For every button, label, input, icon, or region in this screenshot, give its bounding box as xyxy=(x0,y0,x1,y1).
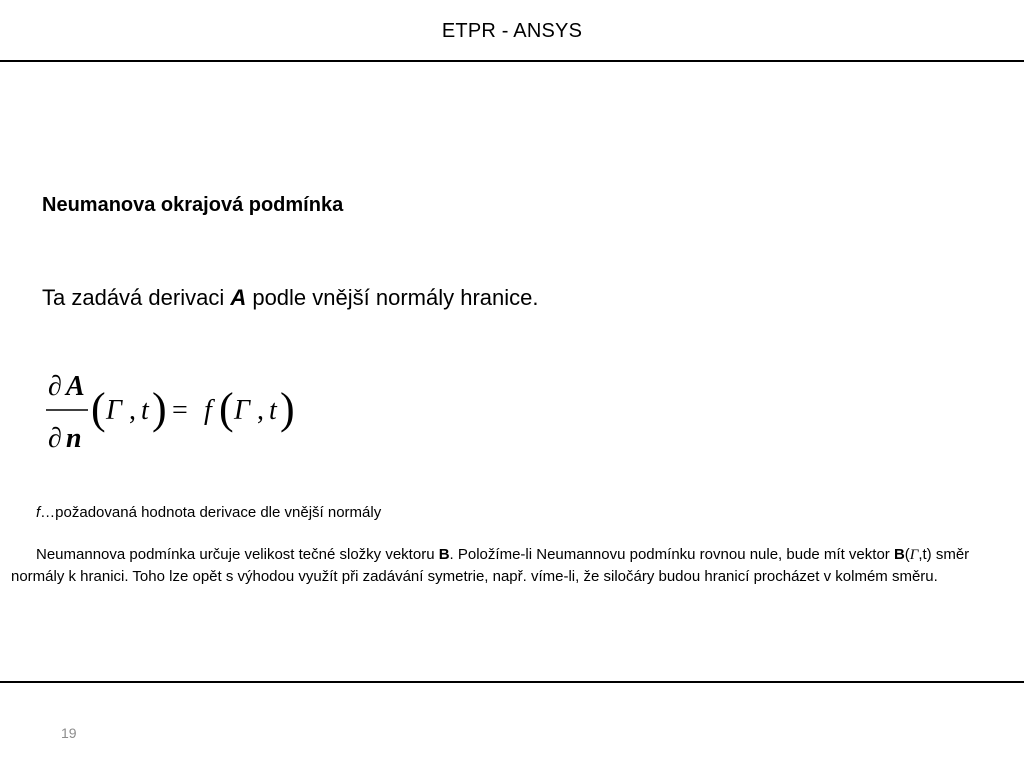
header-title: ETPR - ANSYS xyxy=(441,20,583,42)
lead-symbol-a: A xyxy=(230,285,247,310)
paragraph-gamma: Γ xyxy=(909,547,919,563)
denominator-partial: ∂ xyxy=(48,423,62,454)
comma-2: , xyxy=(257,395,264,426)
lparen-1: ( xyxy=(91,384,106,433)
rparen-2: ) xyxy=(280,384,295,433)
gamma-1: Γ xyxy=(106,395,122,426)
definition-symbol: f xyxy=(36,504,41,521)
lead-text-after: podle vnější normály hranice. xyxy=(246,285,539,310)
gamma-2: Γ xyxy=(234,395,250,426)
lead-text-before: Ta zadává derivaci xyxy=(42,285,231,310)
slide-heading: Neumanova okrajová podmínka xyxy=(42,194,344,216)
page-number: 19 xyxy=(61,725,77,741)
numerator-var: A xyxy=(66,371,85,402)
definition-text: …požadovaná hodnota derivace dle vnější normály xyxy=(40,504,382,521)
explanation-paragraph xyxy=(11,544,1016,587)
lparen-2: ( xyxy=(219,384,234,433)
numerator-partial: ∂ xyxy=(48,371,62,402)
footer-divider xyxy=(0,681,1024,683)
function-f: f xyxy=(204,395,212,426)
rparen-1: ) xyxy=(152,384,167,433)
comma-1: , xyxy=(129,395,136,426)
header-divider xyxy=(0,60,1024,62)
denominator-var: n xyxy=(66,423,82,454)
lead-sentence xyxy=(42,285,538,311)
neumann-equation xyxy=(44,368,314,458)
paragraph-part1: Neumannova podmínka určuje velikost tečné složky vektoru xyxy=(36,546,439,563)
t-2: t xyxy=(269,395,277,426)
paragraph-open-paren: ( xyxy=(904,546,910,563)
equals-sign: = xyxy=(172,395,188,426)
t-1: t xyxy=(141,395,149,426)
vector-b-symbol: B xyxy=(438,546,450,563)
paragraph-part2: . Položíme-li Neumannovu podmínku rovnou nule, bude mít vektor xyxy=(449,546,894,563)
definition-line xyxy=(36,504,381,521)
paragraph-part3: ,t) směr normály k hranici. Toho lze opět s výhodou využít při zadávání symetrie, např. víme-li, že siločáry budou hranicí procházet v kolmém směru. xyxy=(11,546,970,585)
vector-b-symbol-2: B xyxy=(893,546,905,563)
